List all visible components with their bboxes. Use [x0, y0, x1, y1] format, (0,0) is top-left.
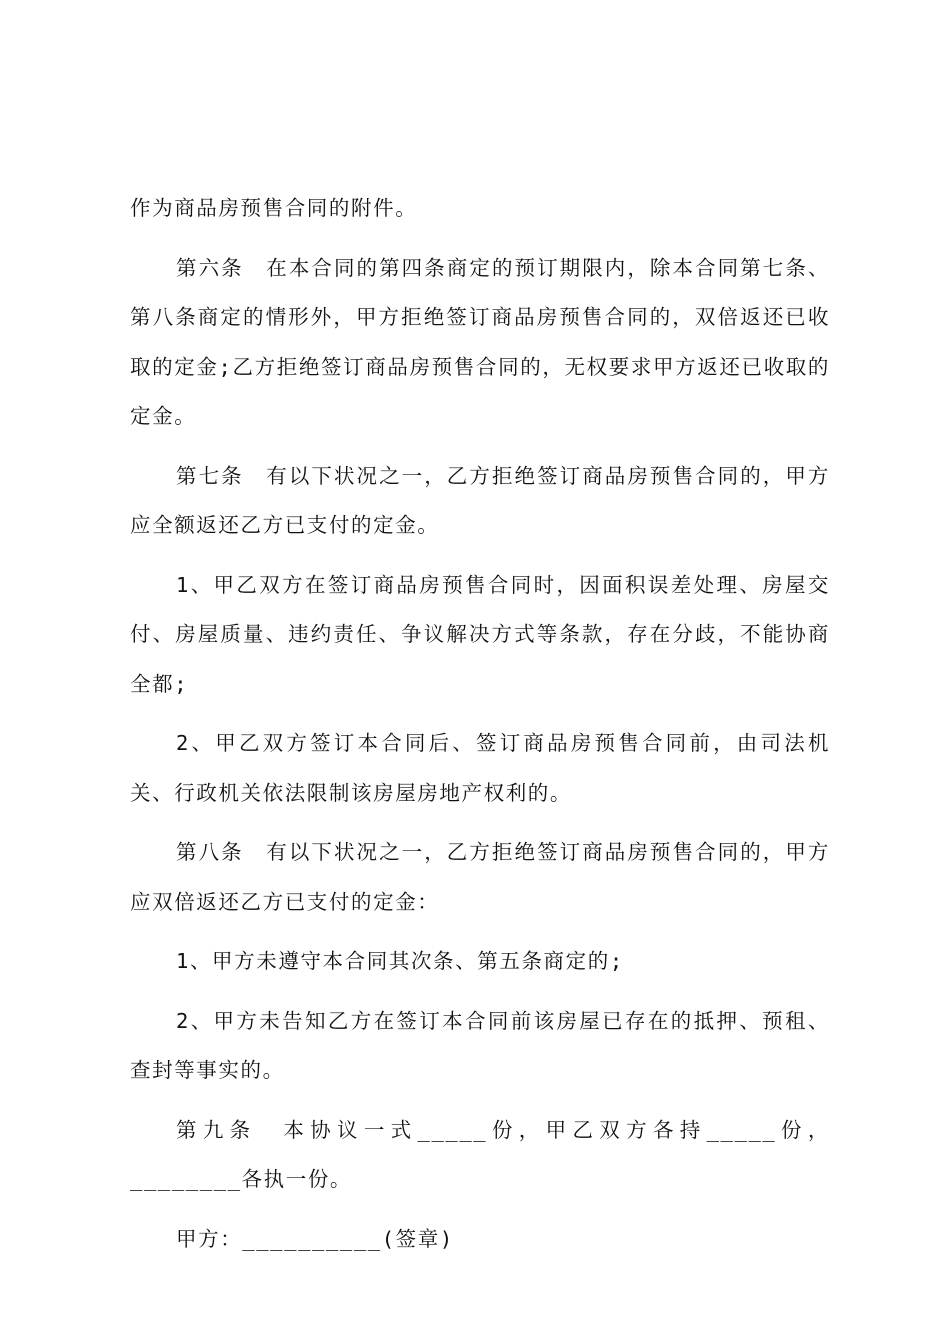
paragraph-article-8: 第八条 有以下状况之一，乙方拒绝签订商品房预售合同的，甲方应双倍返还乙方已支付的定金： — [130, 840, 830, 914]
paragraph-article-8-item-2: 2、甲方未告知乙方在签订本合同前该房屋已存在的抵押、预租、查封等事实的。 — [130, 1008, 830, 1082]
paragraph-continuation: 作为商品房预售合同的附件。 — [130, 196, 418, 220]
paragraph-article-7-item-1: 1、甲乙双方在签订商品房预售合同时，因面积误差处理、房屋交付、房屋质量、违约责任、争议解决方式等条款，存在分歧，不能协商全都; — [130, 572, 830, 696]
document-body — [130, 184, 830, 1274]
paragraph-article-8-item-1: 1、甲方未遵守本合同其次条、第五条商定的; — [176, 949, 624, 973]
paragraph-article-7-item-2: 2、甲乙双方签订本合同后、签订商品房预售合同前，由司法机关、行政机关依法限制该房屋房地产权利的。 — [130, 731, 830, 805]
paragraph-article-9: 第九条 本协议一式_____份，甲乙双方各持_____份，________各执一份。 — [130, 1117, 830, 1191]
signature-line-party-a: 甲方：__________(签章) — [176, 1226, 454, 1251]
paragraph-article-7: 第七条 有以下状况之一，乙方拒绝签订商品房预售合同的，甲方应全额返还乙方已支付的定金。 — [130, 463, 830, 537]
paragraph-article-6: 第六条 在本合同的第四条商定的预订期限内，除本合同第七条、第八条商定的情形外，甲方拒绝签订商品房预售合同的，双倍返还已收取的定金;乙方拒绝签订商品房预售合同的，无权要求甲方返还已收取的定金。 — [130, 255, 830, 428]
